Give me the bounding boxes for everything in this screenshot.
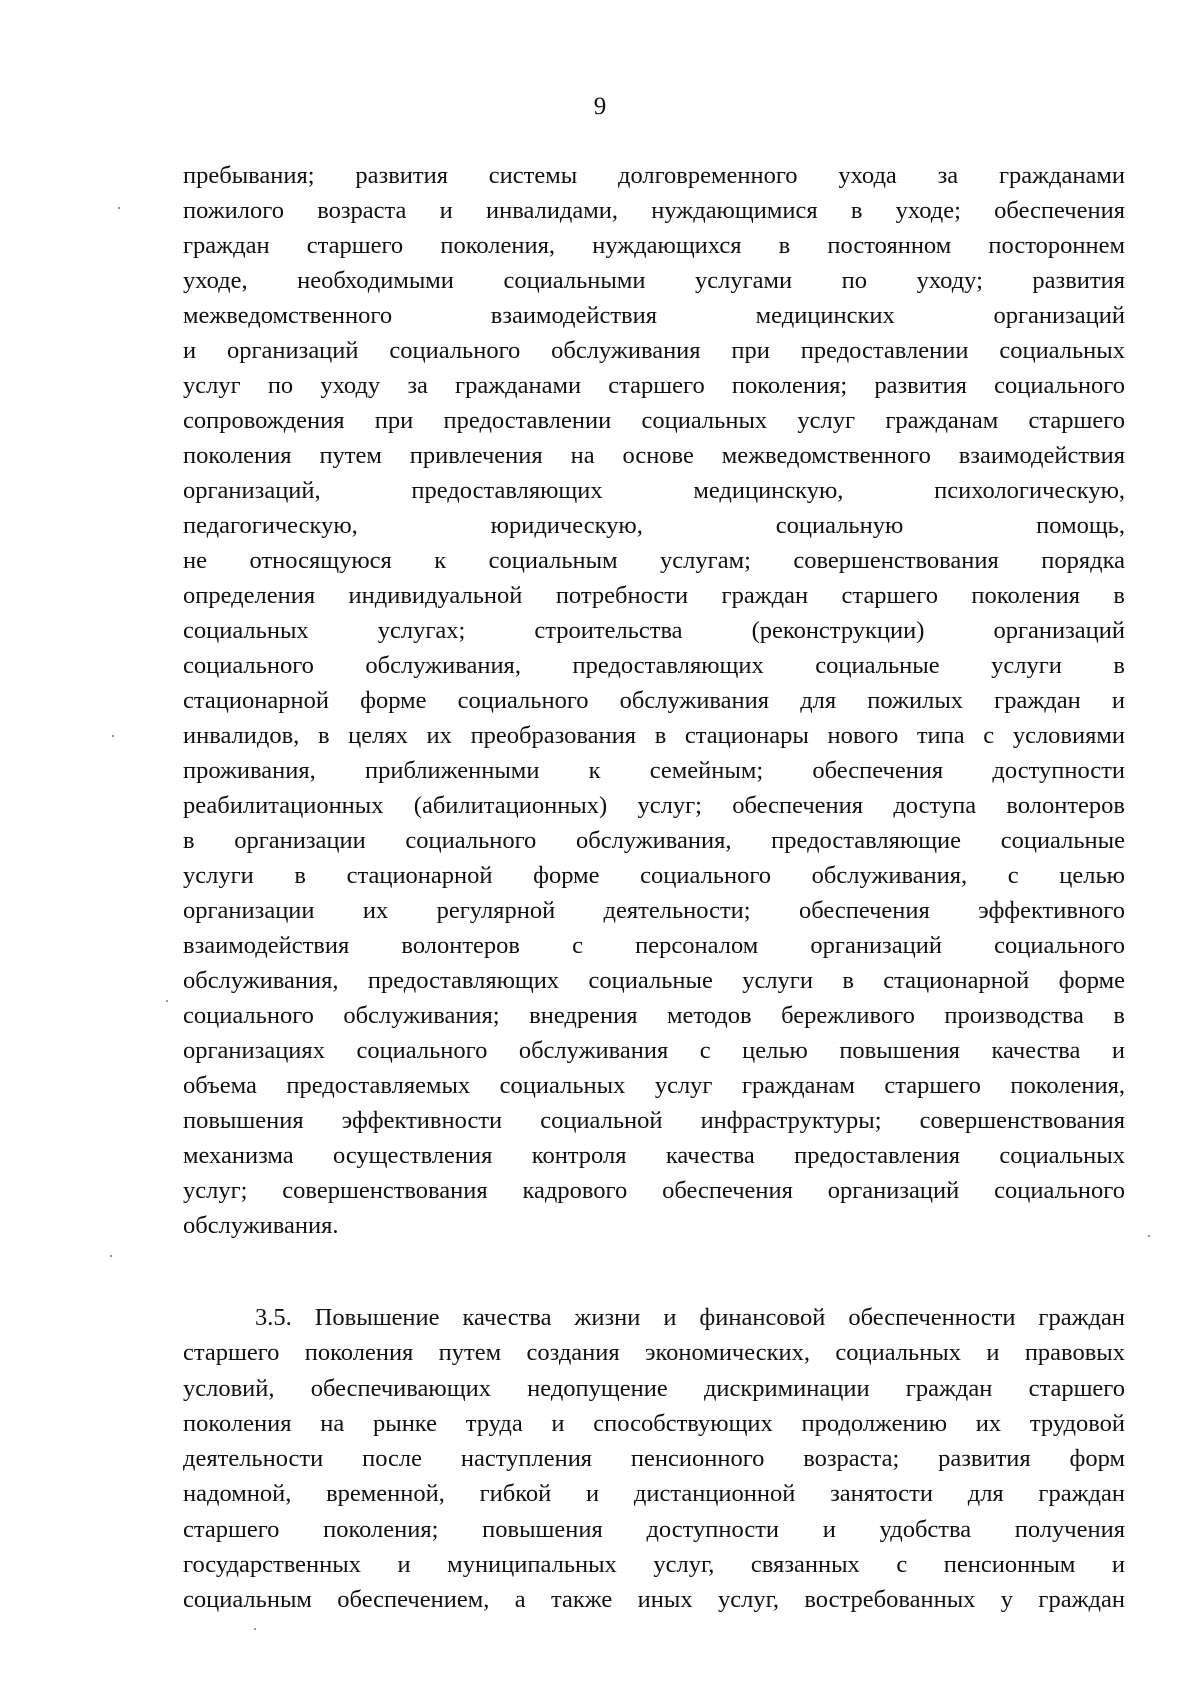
text-line: государственных и муниципальных услуг, связанных с пенсионным и <box>183 1551 1125 1579</box>
text-line: в организации социального обслуживания, предоставляющие социальные <box>183 827 1125 854</box>
text-line: поколения путем привлечения на основе межведомственного взаимодействия <box>183 442 1125 469</box>
text-line: социального обслуживания; внедрения методов бережливого производства в <box>183 1002 1125 1029</box>
text-line: старшего поколения; повышения доступности и удобства получения <box>183 1515 1125 1543</box>
text-line: уходе, необходимыми социальными услугами по уходу; развития <box>183 267 1125 294</box>
text-line: организации их регулярной деятельности; обеспечения эффективного <box>183 897 1125 924</box>
text-line: старшего поколения путем создания экономических, социальных и правовых <box>183 1339 1125 1367</box>
scan-speck <box>112 735 114 737</box>
text-line: социальных услугах; строительства (реконструкции) организаций <box>183 617 1125 644</box>
scan-speck <box>118 207 120 209</box>
text-line: и организаций социального обслуживания при предоставлении социальных <box>183 337 1125 364</box>
paragraph-continued <box>183 158 1125 1243</box>
text-line: межведомственного взаимодействия медицинских организаций <box>183 302 1125 329</box>
scan-speck <box>1148 1235 1150 1237</box>
text-line: надомной, временной, гибкой и дистанционной занятости для граждан <box>183 1480 1125 1508</box>
text-line: взаимодействия волонтеров с персоналом организаций социального <box>183 932 1125 959</box>
text-line: сопровождения при предоставлении социальных услуг гражданам старшего <box>183 407 1125 434</box>
text-line: стационарной форме социального обслуживания для пожилых граждан и <box>183 687 1125 714</box>
text-line: 3.5. Повышение качества жизни и финансовой обеспеченности граждан <box>255 1304 1125 1331</box>
page-number: 9 <box>593 93 607 120</box>
text-line: социального обслуживания, предоставляющих социальные услуги в <box>183 652 1125 679</box>
text-line: определения индивидуальной потребности граждан старшего поколения в <box>183 582 1125 609</box>
scan-speck <box>254 1628 256 1630</box>
text-line: обслуживания, предоставляющих социальные услуги в стационарной форме <box>183 967 1125 994</box>
text-line: инвалидов, в целях их преобразования в стационары нового типа с условиями <box>183 722 1125 749</box>
text-line: организаций, предоставляющих медицинскую, психологическую, <box>183 477 1125 504</box>
scan-speck <box>166 1000 168 1002</box>
text-line: услуг по уходу за гражданами старшего поколения; развития социального <box>183 372 1125 399</box>
text-line: социальным обеспечением, а также иных услуг, востребованных у граждан <box>183 1586 1125 1614</box>
text-line: поколения на рынке труда и способствующих продолжению их трудовой <box>183 1409 1125 1437</box>
text-line: организациях социального обслуживания с целью повышения качества и <box>183 1037 1125 1064</box>
text-line: проживания, приближенными к семейным; обеспечения доступности <box>183 757 1125 784</box>
text-line: не относящуюся к социальным услугам; совершенствования порядка <box>183 547 1125 574</box>
paragraph-3-5 <box>183 1300 1125 1618</box>
scan-speck <box>110 1255 112 1257</box>
text-line: пребывания; развития системы долговременного ухода за гражданами <box>183 162 1125 189</box>
text-line: граждан старшего поколения, нуждающихся в постоянном постороннем <box>183 232 1125 259</box>
text-line: обслуживания. <box>183 1212 339 1239</box>
text-line: деятельности после наступления пенсионного возраста; развития форм <box>183 1445 1125 1473</box>
text-line: реабилитационных (абилитационных) услуг; обеспечения доступа волонтеров <box>183 792 1125 819</box>
text-line: условий, обеспечивающих недопущение дискриминации граждан старшего <box>183 1374 1125 1402</box>
text-line: механизма осуществления контроля качества предоставления социальных <box>183 1142 1125 1169</box>
text-line: объема предоставляемых социальных услуг гражданам старшего поколения, <box>183 1072 1125 1099</box>
text-line: педагогическую, юридическую, социальную помощь, <box>183 512 1125 539</box>
text-line: услуг; совершенствования кадрового обеспечения организаций социального <box>183 1177 1125 1204</box>
text-line: пожилого возраста и инвалидами, нуждающимися в уходе; обеспечения <box>183 197 1125 224</box>
text-line: повышения эффективности социальной инфраструктуры; совершенствования <box>183 1107 1125 1134</box>
text-line: услуги в стационарной форме социального обслуживания, с целью <box>183 862 1125 889</box>
